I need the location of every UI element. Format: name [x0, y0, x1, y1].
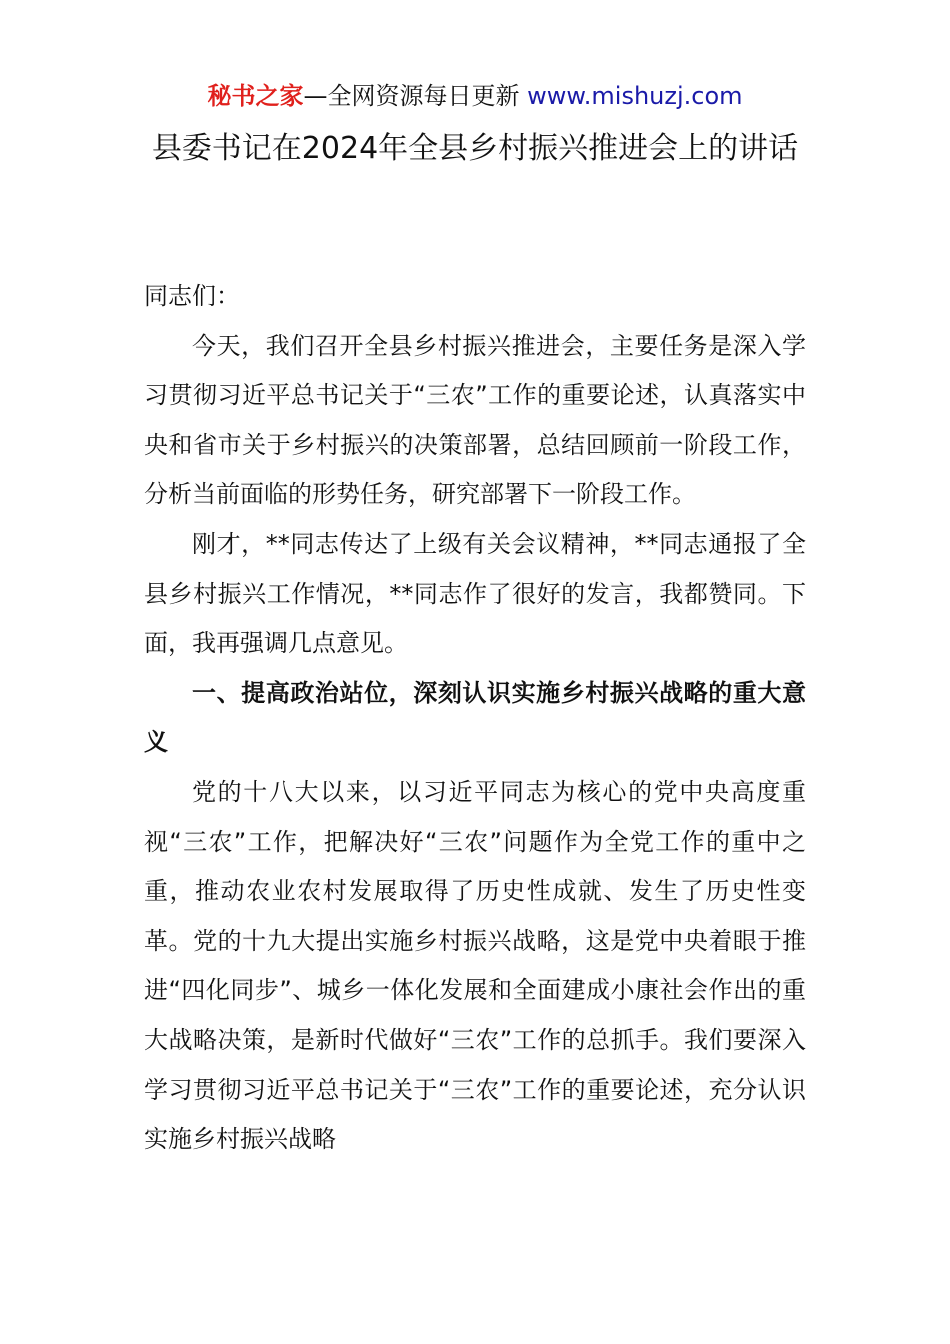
paragraph-remarks: 刚才，**同志传达了上级有关会议精神，**同志通报了全县乡村振兴工作情况，**同志作了很好的发言，我都赞同。下面，我再强调几点意见。: [144, 529, 806, 658]
document-body: [144, 272, 806, 1165]
paragraph-intro: 今天，我们召开全县乡村振兴推进会，主要任务是深入学习贯彻习近平总书记关于“三农”工作的重要论述，认真落实中央和省市关于乡村振兴的决策部署，总结回顾前一阶段工作，分析当前面临的形势任务，研究部署下一阶段工作。: [144, 331, 806, 509]
section-1-paragraph: 党的十八大以来，以习近平同志为核心的党中央高度重视“三农”工作，把解决好“三农”问题作为全党工作的重中之重，推动农业农村发展取得了历史性成就、发生了历史性变革。党的十九大提出实施乡村振兴战略，这是党中央着眼于推进“四化同步”、城乡一体化发展和全面建成小康社会作出的重大战略决策，是新时代做好“三农”工作的总抓手。我们要深入学习贯彻习近平总书记关于“三农”工作的重要论述，充分认识实施乡村振兴战略: [144, 777, 806, 1154]
salutation: 同志们：: [144, 282, 240, 310]
section-heading-1: 一、提高政治站位，深刻认识实施乡村振兴战略的重大意义: [144, 678, 806, 757]
site-url-link[interactable]: www.mishuzj.com: [527, 82, 743, 110]
document-title: 县委书记在2024年全县乡村振兴推进会上的讲话: [151, 131, 799, 166]
site-brand: 秘书之家: [207, 82, 304, 110]
site-header-banner: [0, 80, 950, 112]
site-tagline: —全网资源每日更新: [303, 82, 528, 110]
